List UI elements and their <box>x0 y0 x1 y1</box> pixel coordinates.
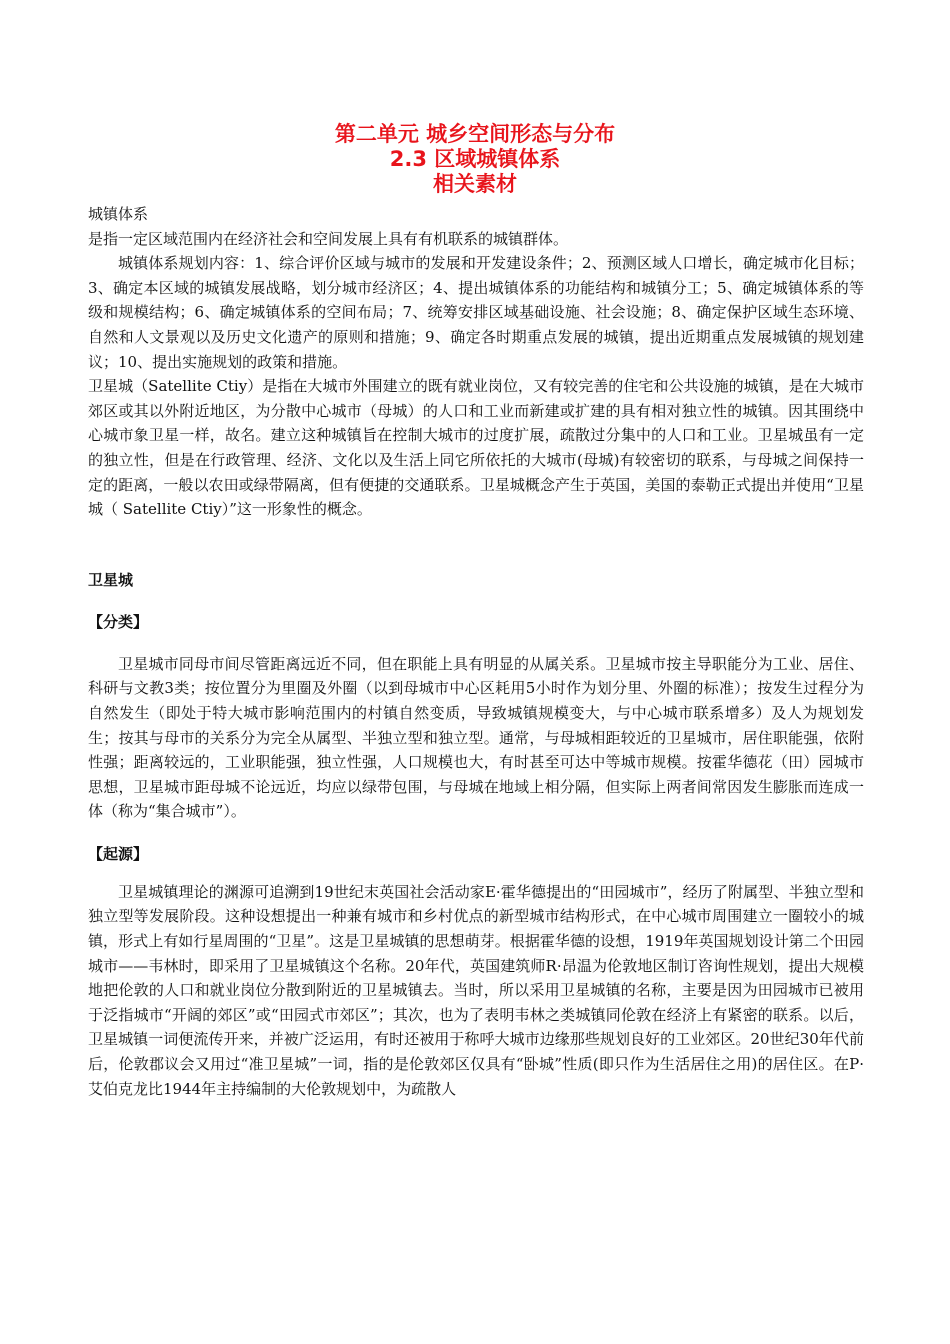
section-heading-satellite-city: 卫星城 <box>88 570 134 589</box>
title-subtitle: 相关素材 <box>433 172 517 196</box>
spacer <box>88 522 864 568</box>
title-unit: 第二单元 城乡空间形态与分布 <box>334 122 616 146</box>
origin-paragraph: 卫星城镇理论的渊源可追溯到19世纪末英国社会活动家E·霍华德提出的“田园城市”，经历了附属型、半独立型和独立型等发展阶段。这种设想提出一种兼有城市和乡村优点的新型城市结构形式，在中心城市周围建立一圈较小的城镇，形式上有如行星周围的“卫星”。这是卫星城镇的思想萌芽。根据霍华德的设想，1919年英国规划设计第二个田园城市——韦林时，即采用了卫星城镇这个名称。20年代，英国建筑师R·昂温为伦敦地区制订咨询性规划，提出大规模地把伦敦的人口和就业岗位分散到附近的卫星城镇去。当时，所以采用卫星城镇的名称，主要是因为田园城市已被用于泛指城市“开阔的郊区”或“田园式市郊区”；其次，也为了表明韦林之类城镇同伦敦在经济上有紧密的联系。以后，卫星城镇一词便流传开来，并被广泛运用，有时还被用于称呼大城市边缘那些规划良好的工业郊区。20世纪30年代前后，伦敦郡议会又用过“准卫星城”一词，指的是伦敦郊区仅具有“卧城”性质(即只作为生活居住之用)的居住区。在P·艾伯克龙比1944年主持编制的大伦敦规划中，为疏散人 <box>88 882 864 1098</box>
spacer <box>88 866 864 880</box>
title-block <box>0 122 950 197</box>
document-body <box>88 202 864 1101</box>
spacer <box>88 634 864 652</box>
spacer <box>88 824 864 842</box>
planning-content-paragraph: 城镇体系规划内容：1、综合评价区域与城市的发展和开发建设条件；2、预测区域人口增长，确定城市化目标；3、确定本区域的城镇发展战略，划分城市经济区；4、提出城镇体系的功能结构和城镇分工；5、确定城镇体系的等级和规模结构；6、确定城镇体系的空间布局；7、统筹安排区域基础设施、社会设施；8、确定保护区域生态环境、自然和人文景观以及历史文化遗产的原则和措施；9、确定各时期重点发展的城镇，提出近期重点发展城镇的规划建议；10、提出实施规划的政策和措施。 <box>88 254 864 371</box>
heading-classification: 【分类】 <box>88 612 149 631</box>
term-city-system: 城镇体系 <box>88 205 149 223</box>
definition-city-system: 是指一定区域范围内在经济社会和空间发展上具有有机联系的城镇群体。 <box>88 229 569 248</box>
title-section: 2.3 区域城镇体系 <box>389 147 561 171</box>
satellite-city-paragraph: 卫星城（Satellite Ctiy）是指在大城市外围建立的既有就业岗位，又有较完善的住宅和公共设施的城镇，是在大城市郊区或其以外附近地区，为分散中心城市（母城）的人口和工业而新建或扩建的具有相对独立性的城镇。因其围绕中心城市象卫星一样，故名。建立这种城镇旨在控制大城市的过度扩展，疏散过分集中的人口和工业。卫星城虽有一定的独立性，但是在行政管理、经济、文化以及生活上同它所依托的大城市(母城)有较密切的联系，与母城之间保持一定的距离，一般以农田或绿带隔离，但有便捷的交通联系。卫星城概念产生于英国，美国的泰勒正式提出并使用“卫星城（ Satellite Ctiy）”这一形象性的概念。 <box>88 377 864 519</box>
classification-paragraph: 卫星城市同母市间尽管距离远近不同，但在职能上具有明显的从属关系。卫星城市按主导职能分为工业、居住、科研与文教3类；按位置分为里圈及外圈（以到母城市中心区耗用5小时作为划分里、外圈的标准）；按发生过程分为自然发生（即处于特大城市影响范围内的村镇自然变质，导致城镇规模变大，与中心城市联系增多）及人为规划发生；按其与母市的关系分为完全从属型、半独立型和独立型。通常，与母城相距较近的卫星城市，居住职能强，依附性强；距离较远的，工业职能强，独立性强，人口规模也大，有时甚至可达中等城市规模。按霍华德花（田）园城市思想，卫星城市距母城不论远近，均应以绿带包围，与母城在地域上相分隔，但实际上两者间常因发生膨胀而连成一体（称为“集合城市”）。 <box>88 654 864 821</box>
spacer <box>88 592 864 610</box>
heading-origin: 【起源】 <box>88 844 149 863</box>
